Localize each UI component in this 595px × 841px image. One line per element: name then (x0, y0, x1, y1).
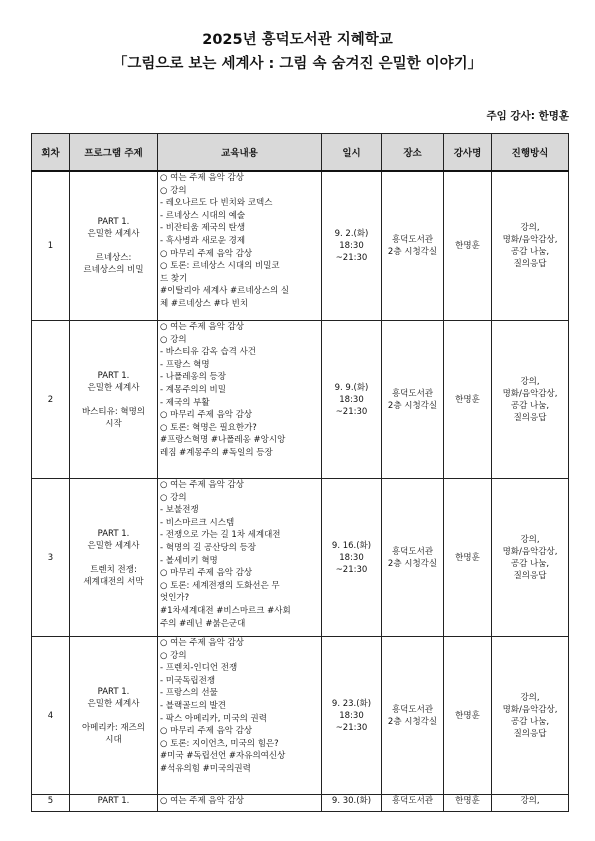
content-line: - 바스티유 감옥 습격 사건 (160, 347, 256, 358)
topic-cell (70, 479, 158, 637)
method-line: 강의, (520, 223, 540, 233)
content-line: - 블랙골드의 발견 (160, 700, 226, 711)
content-line: ○ 강의 (160, 334, 187, 345)
place-cell (382, 479, 444, 637)
datetime-cell (322, 795, 382, 812)
column-header-instructor: 강사명 (444, 134, 492, 172)
place-room: 2층 시청각실 (387, 247, 438, 257)
session-start: 18:30 (339, 710, 364, 721)
method-line: 공감 나눔, (510, 400, 550, 411)
content-line: - 레오나르도 다 빈치와 코덱스 (160, 198, 273, 209)
content-cell (158, 171, 322, 321)
topic-part: PART 1. (97, 796, 130, 806)
content-line: - 혁명의 길 공산당의 등장 (160, 542, 256, 553)
content-line: #석유의힘 #미국의권력 (160, 763, 251, 774)
content-line: - 보불전쟁 (160, 505, 199, 516)
instructor-cell: 한명훈 (444, 171, 492, 321)
content-line: ○ 마무리 주제 음악 감상 (160, 410, 253, 421)
method-line: 질의응답 (513, 570, 547, 581)
topic-series: 은밀한 세계사 (87, 698, 140, 709)
content-line: 엇인가? (160, 593, 190, 604)
session-start: 18:30 (339, 241, 364, 251)
method-cell (492, 321, 569, 479)
content-cell (158, 479, 322, 637)
table-row (32, 637, 569, 795)
content-line: - 프랑스의 선물 (160, 688, 218, 699)
content-line: - 프렌치-인디언 전쟁 (160, 663, 238, 674)
place-cell (382, 795, 444, 812)
instructor-cell: 한명훈 (444, 321, 492, 479)
session-number: 5 (32, 795, 70, 812)
column-header-content: 교육내용 (158, 134, 322, 172)
content-line: ○ 강의 (160, 650, 187, 661)
topic-title: 바스티유: 혁명의 (81, 406, 146, 417)
datetime-cell (322, 479, 382, 637)
content-line: ○ 마무리 주제 음악 감상 (160, 568, 253, 579)
content-line: - 흑사병과 새로운 경제 (160, 235, 246, 246)
column-header-topic: 프로그램 주제 (70, 134, 158, 172)
session-start: 18:30 (339, 394, 364, 405)
content-line: ○ 강의 (160, 185, 187, 196)
table-row (32, 321, 569, 479)
content-line: ○ 강의 (160, 492, 187, 503)
topic-part: PART 1. (97, 370, 130, 381)
topic-title: 르네상스의 비밀 (83, 265, 144, 275)
content-line: 레짐 #계몽주의 #독일의 등장 (160, 447, 273, 458)
datetime-cell (322, 171, 382, 321)
content-line: ○ 토론: 르네상스 시대의 비밀코 (160, 261, 280, 272)
instructor-cell: 한명훈 (444, 795, 492, 812)
content-line: - 나폴레옹의 등장 (160, 372, 226, 383)
content-line: ○ 마무리 주제 음악 감상 (160, 248, 253, 259)
topic-cell (70, 171, 158, 321)
topic-title: 세계대전의 서막 (83, 576, 144, 587)
method-cell (492, 479, 569, 637)
content-cell (158, 795, 322, 812)
topic-series: 은밀한 세계사 (87, 540, 140, 551)
topic-series: 은밀한 세계사 (87, 382, 140, 393)
column-header-place: 장소 (382, 134, 444, 172)
topic-part: PART 1. (97, 217, 130, 227)
topic-part: PART 1. (97, 528, 130, 539)
topic-series: 은밀한 세계사 (87, 229, 140, 239)
content-line: #1차세계대전 #비스마르크 #사회 (160, 605, 291, 616)
instructor-cell: 한명훈 (444, 637, 492, 795)
topic-cell (70, 321, 158, 479)
content-line: ○ 토론: 지이언츠, 미국의 힘은? (160, 738, 279, 749)
content-line: - 전쟁으로 가는 길 1차 세계대전 (160, 530, 281, 541)
method-line: 명화/음악감상, (502, 546, 558, 557)
content-line: - 르네상스 시대의 예술 (160, 210, 246, 221)
place-room: 2층 시청각실 (387, 558, 438, 569)
place-name: 흥덕도서관 (391, 235, 434, 245)
method-line: 강의, (520, 796, 540, 806)
method-line: 명화/음악감상, (502, 235, 558, 245)
session-number: 2 (32, 321, 70, 479)
method-line: 강의, (520, 692, 540, 703)
content-line: - 제국의 부활 (160, 397, 210, 408)
content-line: ○ 여는 주제 음악 감상 (160, 173, 244, 183)
place-room: 2층 시청각실 (387, 716, 438, 727)
session-number: 1 (32, 171, 70, 321)
content-cell (158, 637, 322, 795)
method-cell (492, 637, 569, 795)
place-name: 흥덕도서관 (391, 796, 434, 806)
session-number: 3 (32, 479, 70, 637)
datetime-cell (322, 321, 382, 479)
topic-part: PART 1. (97, 686, 130, 697)
place-cell (382, 321, 444, 479)
content-line: #프랑스혁명 #나폴레옹 #앙시앙 (160, 435, 286, 446)
method-cell (492, 171, 569, 321)
datetime-cell (322, 637, 382, 795)
instructor-cell: 한명훈 (444, 479, 492, 637)
content-line: - 미국독립전쟁 (160, 675, 216, 686)
topic-title: 시작 (105, 418, 122, 429)
content-line: #미국 #독립선언 #자유의여신상 (160, 751, 286, 762)
method-line: 질의응답 (513, 728, 547, 739)
method-line: 명화/음악감상, (502, 388, 558, 399)
content-line: #이탈리아 세계사 #르네상스의 실 (160, 286, 290, 297)
place-name: 흥덕도서관 (391, 546, 434, 557)
topic-title: 아메리카: 재즈의 (81, 722, 146, 733)
method-line: 공감 나눔, (510, 716, 550, 727)
content-line: - 비잔티움 제국의 탄생 (160, 223, 246, 234)
topic-title: 시대 (105, 734, 122, 745)
column-header-method: 진행방식 (492, 134, 569, 172)
column-header-datetime: 일시 (322, 134, 382, 172)
session-end: ~21:30 (335, 406, 368, 417)
content-line: ○ 여는 주제 음악 감상 (160, 480, 244, 490)
place-cell (382, 637, 444, 795)
session-start: 18:30 (339, 552, 364, 563)
document-title: 2025년 흥덕도서관 지혜학교 (202, 32, 393, 48)
content-line: - 프랑스 혁명 (160, 359, 210, 370)
content-line: ○ 여는 주제 음악 감상 (160, 796, 244, 806)
session-end: ~21:30 (335, 722, 368, 733)
session-end: ~21:30 (335, 564, 368, 575)
content-line: 체 #르네상스 #다 빈치 (160, 298, 249, 309)
place-room: 2층 시청각실 (387, 400, 438, 411)
session-date: 9. 2.(화) (334, 229, 369, 239)
session-number: 4 (32, 637, 70, 795)
content-line: ○ 토론: 세계전쟁의 도화선은 무 (160, 580, 280, 591)
content-line: ○ 여는 주제 음악 감상 (160, 322, 244, 332)
content-line: ○ 여는 주제 음악 감상 (160, 638, 244, 648)
content-line: ○ 마무리 주제 음악 감상 (160, 726, 253, 737)
content-cell (158, 321, 322, 479)
table-row (32, 171, 569, 321)
content-line: - 볼세비키 혁명 (160, 555, 218, 566)
head-instructor: 주임 강사: 한명훈 (486, 110, 569, 122)
content-line: 드 찾기 (160, 273, 188, 284)
session-date: 9. 30.(화) (331, 796, 372, 806)
method-line: 질의응답 (513, 259, 547, 269)
table-row (32, 795, 569, 812)
method-line: 강의, (520, 376, 540, 387)
method-line: 강의, (520, 534, 540, 545)
session-date: 9. 9.(화) (334, 382, 369, 393)
session-date: 9. 16.(화) (331, 540, 372, 551)
session-date: 9. 23.(화) (331, 698, 372, 709)
table-header-row (32, 134, 569, 172)
topic-title: 트렌치 전쟁: (90, 564, 137, 575)
document-subtitle: 「그림으로 보는 세계사 : 그림 속 숨겨진 은밀한 이야기」 (112, 56, 483, 72)
place-cell (382, 171, 444, 321)
place-name: 흥덕도서관 (391, 704, 434, 715)
table-row (32, 479, 569, 637)
method-line: 질의응답 (513, 412, 547, 423)
session-end: ~21:30 (335, 253, 368, 263)
method-line: 명화/음악감상, (502, 704, 558, 715)
topic-title: 르네상스: (95, 253, 132, 263)
topic-cell (70, 795, 158, 812)
content-line: ○ 토론: 혁명은 필요한가? (160, 422, 257, 433)
content-line: - 계몽주의의 비밀 (160, 384, 226, 395)
method-line: 공감 나눔, (510, 247, 550, 257)
method-line: 공감 나눔, (510, 558, 550, 569)
method-cell (492, 795, 569, 812)
column-header-session: 회차 (32, 134, 70, 172)
content-line: 주의 #레닌 #붉은군대 (160, 618, 246, 629)
schedule-table (31, 133, 569, 812)
place-name: 흥덕도서관 (391, 388, 434, 399)
content-line: - 팍스 아메리카, 미국의 권력 (160, 713, 267, 724)
topic-cell (70, 637, 158, 795)
content-line: - 비스마르크 시스템 (160, 517, 235, 528)
